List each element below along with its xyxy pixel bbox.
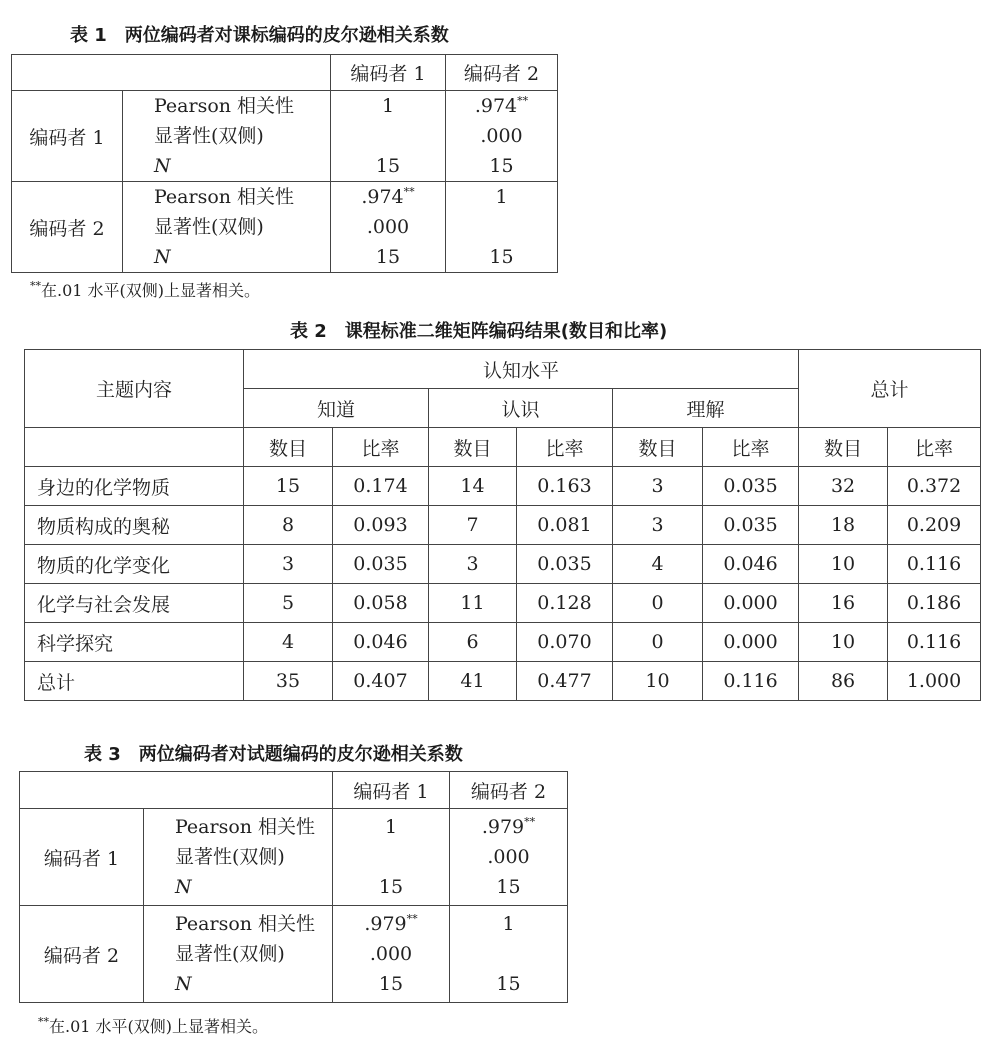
ratio-cell: 0.174	[333, 467, 429, 506]
sig-mark: **	[524, 815, 536, 829]
table1-footnote	[30, 278, 260, 301]
count-cell: 16	[799, 584, 888, 623]
ratio-cell: 0.093	[333, 506, 429, 545]
value: .979	[481, 816, 525, 838]
row-label: 化学与社会发展	[25, 584, 244, 623]
value: 15	[378, 876, 404, 898]
table-row	[12, 91, 558, 182]
count-cell: 3	[613, 506, 703, 545]
level-header-know: 知道	[244, 389, 429, 428]
footnote-mark: **	[30, 279, 41, 293]
value: 15	[489, 246, 514, 268]
value: .000	[487, 846, 530, 868]
count-cell: 5	[244, 584, 333, 623]
cognitive-level-header: 认知水平	[244, 350, 799, 389]
table1-r1-c2	[446, 182, 558, 273]
sub-header-ratio: 比率	[888, 428, 981, 467]
table3	[19, 771, 568, 1003]
value	[450, 939, 567, 969]
count-cell: 18	[799, 506, 888, 545]
table3-r1-c2	[450, 906, 568, 1003]
count-cell: 8	[244, 506, 333, 545]
ratio-cell: 0.058	[333, 584, 429, 623]
ratio-cell: 0.035	[517, 545, 613, 584]
ratio-cell: 0.000	[703, 584, 799, 623]
topic-header: 主题内容	[25, 350, 244, 428]
ratio-cell: 0.081	[517, 506, 613, 545]
footnote-text: 在.01 水平(双侧)上显著相关。	[49, 1017, 269, 1036]
count-cell: 3	[429, 545, 517, 584]
total-header: 总计	[799, 350, 981, 428]
table1-header-coder1: 编码者 1	[331, 55, 446, 91]
stat-label-pearson: Pearson 相关性	[154, 95, 295, 117]
value: 15	[496, 973, 521, 995]
level-header-recognize: 认识	[429, 389, 613, 428]
row-label: 物质构成的奥秘	[25, 506, 244, 545]
count-cell: 10	[613, 662, 703, 701]
count-cell: 15	[244, 467, 333, 506]
table1-r0-c1	[331, 91, 446, 182]
footnote-mark: **	[38, 1015, 49, 1029]
table1-row-label: 编码者 2	[12, 182, 123, 273]
table-row	[25, 545, 981, 584]
table1-r0-c2	[446, 91, 558, 182]
table-row	[25, 506, 981, 545]
row-label: 身边的化学物质	[25, 467, 244, 506]
count-cell: 11	[429, 584, 517, 623]
sub-header-count: 数目	[244, 428, 333, 467]
level-header-understand: 理解	[613, 389, 799, 428]
count-cell: 4	[613, 545, 703, 584]
value	[333, 842, 449, 872]
ratio-cell: 0.186	[888, 584, 981, 623]
table3-r1-c1	[333, 906, 450, 1003]
count-cell: 0	[613, 623, 703, 662]
stat-label-pearson: Pearson 相关性	[154, 186, 295, 208]
value: 15	[489, 155, 514, 177]
table1-caption: 表 1 两位编码者对课标编码的皮尔逊相关系数	[70, 25, 449, 46]
sub-header-count: 数目	[799, 428, 888, 467]
ratio-cell: 1.000	[888, 662, 981, 701]
table1-r1-c1	[331, 182, 446, 273]
value	[446, 212, 557, 242]
value: .974	[474, 95, 518, 117]
table3-r0-c2	[450, 809, 568, 906]
value: .000	[366, 216, 410, 238]
count-cell: 14	[429, 467, 517, 506]
ratio-cell: 0.163	[517, 467, 613, 506]
table-row	[25, 584, 981, 623]
table1-header-coder2: 编码者 2	[446, 55, 558, 91]
table3-stat-labels	[144, 906, 333, 1003]
value: 15	[375, 155, 401, 177]
table3-row-label: 编码者 2	[20, 906, 144, 1003]
table1-stat-labels	[123, 91, 331, 182]
stat-label-n: N	[154, 246, 171, 268]
count-cell: 35	[244, 662, 333, 701]
ratio-cell: 0.046	[333, 623, 429, 662]
row-label: 物质的化学变化	[25, 545, 244, 584]
stat-label-n: N	[175, 973, 192, 995]
stat-label-n: N	[154, 155, 171, 177]
count-cell: 32	[799, 467, 888, 506]
table1	[11, 54, 558, 273]
value: 1	[495, 186, 508, 208]
table3-row-label: 编码者 1	[20, 809, 144, 906]
ratio-cell: 0.477	[517, 662, 613, 701]
count-cell: 4	[244, 623, 333, 662]
stat-label-pearson: Pearson 相关性	[175, 816, 316, 838]
ratio-cell: 0.128	[517, 584, 613, 623]
table2-caption: 表 2 课程标准二维矩阵编码结果(数目和比率)	[290, 321, 668, 342]
ratio-cell: 0.000	[703, 623, 799, 662]
table1-stat-labels	[123, 182, 331, 273]
sub-header-count: 数目	[429, 428, 517, 467]
ratio-cell: 0.407	[333, 662, 429, 701]
stat-label-significance: 显著性(双侧)	[154, 125, 264, 147]
sub-header-ratio: 比率	[703, 428, 799, 467]
table-row	[12, 182, 558, 273]
value: .979	[364, 913, 407, 935]
stat-label-significance: 显著性(双侧)	[175, 943, 285, 965]
ratio-cell: 0.209	[888, 506, 981, 545]
value: 15	[375, 246, 401, 268]
sig-mark: **	[403, 185, 415, 199]
value: 1	[502, 913, 515, 935]
table-row	[25, 662, 981, 701]
ratio-cell: 0.070	[517, 623, 613, 662]
table3-corner-cell	[20, 772, 333, 809]
count-cell: 7	[429, 506, 517, 545]
table-row	[20, 809, 568, 906]
table3-header-coder1: 编码者 1	[333, 772, 450, 809]
table1-corner-cell	[12, 55, 331, 91]
value: 15	[496, 876, 521, 898]
value: 15	[378, 973, 404, 995]
row-label: 科学探究	[25, 623, 244, 662]
table-row	[25, 623, 981, 662]
value: .974	[361, 186, 404, 208]
value	[331, 121, 445, 151]
table3-r0-c1	[333, 809, 450, 906]
ratio-cell: 0.035	[333, 545, 429, 584]
table3-footnote	[38, 1014, 268, 1037]
count-cell: 41	[429, 662, 517, 701]
count-cell: 0	[613, 584, 703, 623]
value: .000	[369, 943, 413, 965]
count-cell: 10	[799, 623, 888, 662]
count-cell: 10	[799, 545, 888, 584]
stat-label-pearson: Pearson 相关性	[175, 913, 316, 935]
sub-header-ratio: 比率	[333, 428, 429, 467]
value: .000	[480, 125, 523, 147]
stat-label-significance: 显著性(双侧)	[154, 216, 264, 238]
table1-row-label: 编码者 1	[12, 91, 123, 182]
sig-mark: **	[517, 94, 529, 108]
count-cell: 6	[429, 623, 517, 662]
stat-label-n: N	[175, 876, 192, 898]
footnote-text: 在.01 水平(双侧)上显著相关。	[41, 281, 261, 300]
table-row	[20, 906, 568, 1003]
sub-header-ratio: 比率	[517, 428, 613, 467]
ratio-cell: 0.116	[888, 545, 981, 584]
table3-header-coder2: 编码者 2	[450, 772, 568, 809]
table3-stat-labels	[144, 809, 333, 906]
sub-header-count: 数目	[613, 428, 703, 467]
blank-cell	[25, 428, 244, 467]
table-row	[25, 467, 981, 506]
ratio-cell: 0.372	[888, 467, 981, 506]
count-cell: 3	[244, 545, 333, 584]
ratio-cell: 0.035	[703, 467, 799, 506]
value: 1	[384, 816, 398, 838]
ratio-cell: 0.116	[888, 623, 981, 662]
table2	[24, 349, 981, 701]
ratio-cell: 0.116	[703, 662, 799, 701]
count-cell: 86	[799, 662, 888, 701]
stat-label-significance: 显著性(双侧)	[175, 846, 285, 868]
ratio-cell: 0.046	[703, 545, 799, 584]
value: 1	[381, 95, 395, 117]
count-cell: 3	[613, 467, 703, 506]
ratio-cell: 0.035	[703, 506, 799, 545]
sig-mark: **	[406, 912, 418, 926]
table3-caption: 表 3 两位编码者对试题编码的皮尔逊相关系数	[84, 744, 463, 765]
row-label: 总计	[25, 662, 244, 701]
